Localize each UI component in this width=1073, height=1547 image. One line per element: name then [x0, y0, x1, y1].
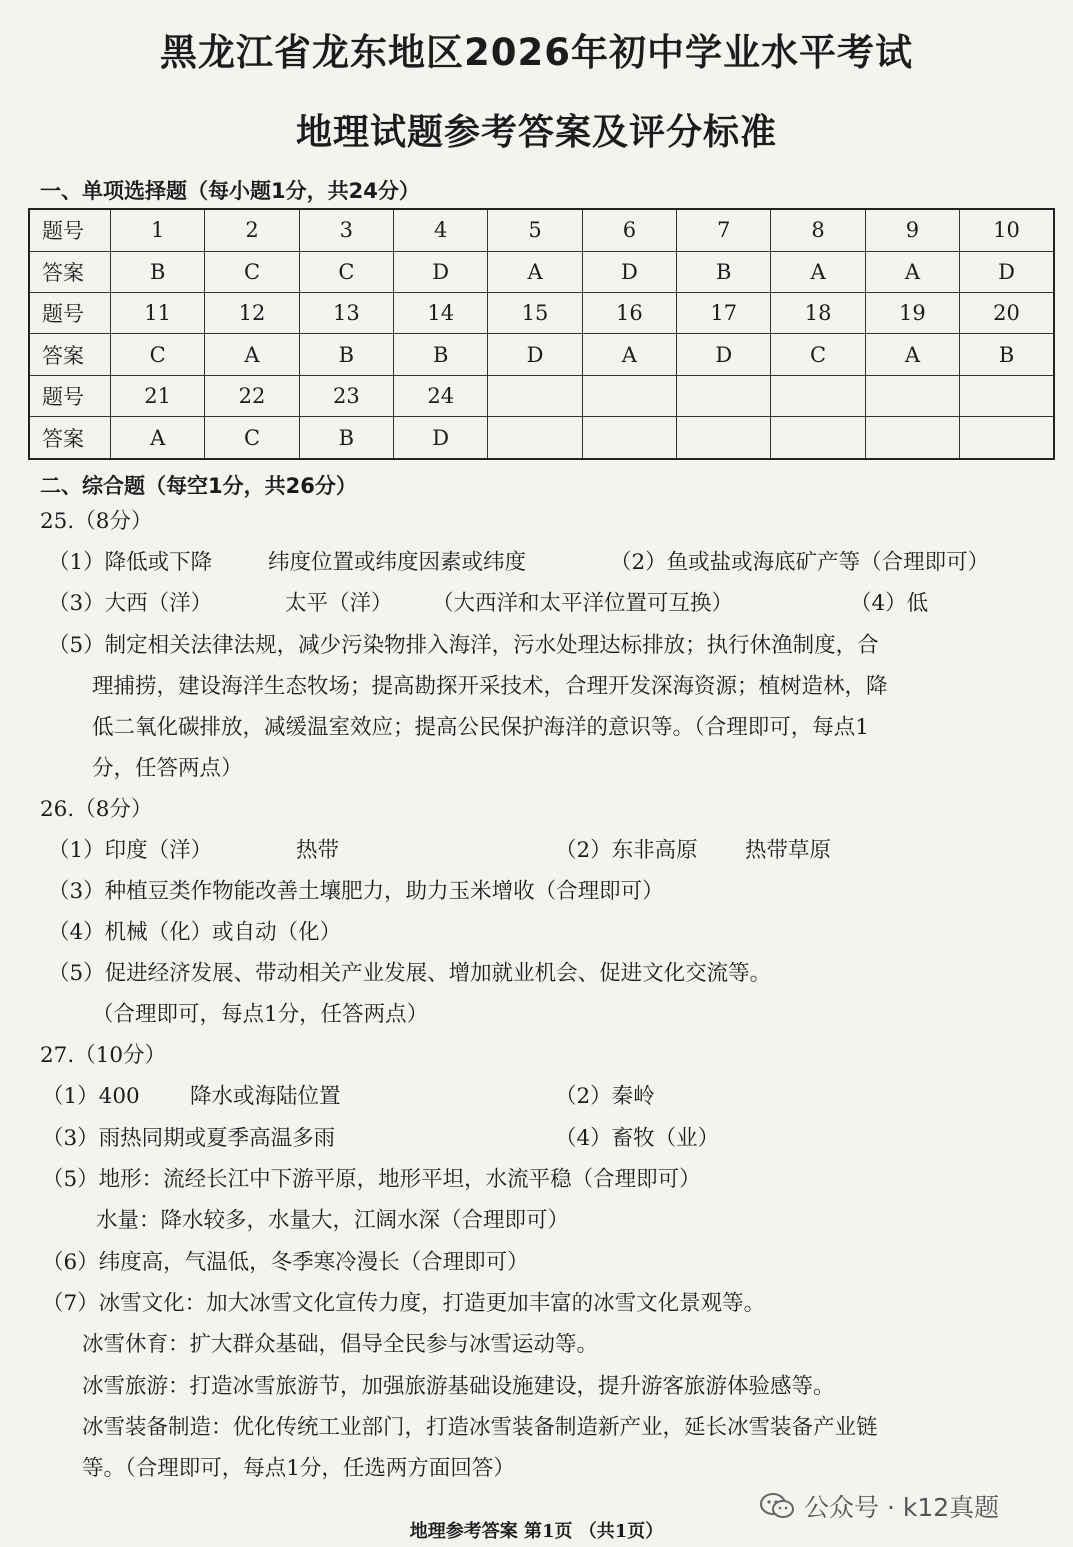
table-cell: 12: [205, 293, 299, 334]
title-line-1: 黑龙江省龙东地区2026年初中学业水平考试: [160, 31, 913, 74]
table-cell: A: [865, 251, 959, 292]
table-row-header: 题号: [29, 375, 111, 416]
q25-answer-4: （4）低: [850, 591, 929, 616]
q27-answer-5-line2: 水量：降水较多，水量大，江阔水深（合理即可）: [96, 1208, 570, 1233]
table-cell: 18: [771, 293, 865, 334]
table-cell: 22: [205, 375, 299, 416]
table-cell: C: [299, 251, 393, 292]
table-row-header: 答案: [29, 334, 111, 375]
table-cell: 3: [299, 209, 393, 251]
q27-answer-5-line1: （5）地形：流经长江中下游平原，地形平坦，水流平稳（合理即可）: [42, 1167, 701, 1192]
table-cell: A: [205, 334, 299, 375]
table-cell: 23: [299, 375, 393, 416]
table-row-header: 答案: [29, 251, 111, 292]
table-cell: 14: [394, 293, 488, 334]
page-footer: 地理参考答案 第1页 （共1页）: [409, 1521, 664, 1542]
q25-answer-3-note: （大西洋和太平洋位置可互换）: [432, 591, 734, 616]
q26-answer-5-line2: （合理即可，每点1分，任答两点）: [92, 1002, 429, 1027]
table-cell: D: [582, 251, 676, 292]
q27-answer-7-line5: 等。（合理即可，每点1分，任选两方面回答）: [82, 1456, 515, 1481]
table-cell: 11: [111, 293, 205, 334]
table-cell: 8: [771, 209, 865, 251]
table-row: [29, 251, 1054, 292]
table-cell: C: [111, 334, 205, 375]
q27-answer-7-line1: （7）冰雪文化：加大冰雪文化宣传力度，打造更加丰富的冰雪文化景观等。: [42, 1291, 766, 1316]
table-cell: A: [111, 417, 205, 459]
q27-answer-1a: （1）400: [42, 1084, 140, 1109]
answer-table: [28, 208, 1055, 460]
table-cell: 9: [865, 209, 959, 251]
table-cell: B: [111, 251, 205, 292]
q25-answer-5-line4: 分，任答两点）: [92, 756, 243, 781]
q27-answer-3: （3）雨热同期或夏季高温多雨: [42, 1126, 336, 1151]
q27-answer-7-line3: 冰雪旅游：打造冰雪旅游节，加强旅游基础设施建设，提升游客旅游体验感等。: [82, 1374, 835, 1399]
table-cell: [488, 375, 582, 416]
q27-answer-7-line2: 冰雪休育：扩大群众基础，倡导全民参与冰雪运动等。: [82, 1332, 599, 1357]
table-row: [29, 334, 1054, 375]
table-cell: D: [394, 251, 488, 292]
table-cell: 5: [488, 209, 582, 251]
table-cell: D: [488, 334, 582, 375]
q27-answer-4: （4）畜牧（业）: [555, 1126, 720, 1151]
table-row: [29, 293, 1054, 334]
q26-answer-1a: （1）印度（洋）: [48, 838, 213, 863]
q25-answer-1a: （1）降低或下降: [48, 550, 213, 575]
table-row-header: 题号: [29, 209, 111, 251]
q25-heading: 25.（8分）: [40, 509, 153, 534]
table-cell: 6: [582, 209, 676, 251]
table-cell: 10: [960, 209, 1054, 251]
q25-answer-3b: 太平（洋）: [285, 591, 393, 616]
q26-answer-3: （3）种植豆类作物能改善土壤肥力，助力玉米增收（合理即可）: [48, 879, 664, 904]
q25-answer-3a: （3）大西（洋）: [48, 591, 213, 616]
table-cell: B: [299, 417, 393, 459]
table-cell: B: [677, 251, 771, 292]
watermark-text: 公众号 · k12真题: [804, 1493, 1000, 1522]
q27-heading: 27.（10分）: [40, 1043, 167, 1068]
q27-answer-1b: 降水或海陆位置: [190, 1084, 341, 1109]
wechat-icon: [760, 1492, 794, 1520]
table-cell: B: [299, 334, 393, 375]
table-cell: [677, 417, 771, 459]
table-cell: 19: [865, 293, 959, 334]
table-cell: C: [771, 334, 865, 375]
table-cell: [771, 417, 865, 459]
table-cell: C: [205, 251, 299, 292]
table-cell: 17: [677, 293, 771, 334]
table-row: [29, 417, 1054, 459]
table-cell: 15: [488, 293, 582, 334]
table-cell: 4: [394, 209, 488, 251]
table-row-header: 题号: [29, 293, 111, 334]
table-row: [29, 375, 1054, 416]
table-cell: D: [394, 417, 488, 459]
table-cell: B: [394, 334, 488, 375]
q27-answer-2: （2）秦岭: [555, 1084, 655, 1109]
q26-answer-2a: （2）东非高原: [555, 838, 698, 863]
q27-answer-7-line4: 冰雪装备制造：优化传统工业部门，打造冰雪装备制造新产业，延长冰雪装备产业链: [82, 1415, 878, 1440]
q25-answer-5-line3: 低二氧化碳排放，减缓温室效应；提高公民保护海洋的意识等。（合理即可，每点1: [92, 715, 869, 740]
table-cell: [960, 417, 1054, 459]
table-cell: 2: [205, 209, 299, 251]
table-cell: 1: [111, 209, 205, 251]
table-cell: [582, 417, 676, 459]
table-cell: [488, 417, 582, 459]
q26-answer-4: （4）机械（化）或自动（化）: [48, 920, 342, 945]
q26-answer-1b: 热带: [296, 838, 340, 863]
table-cell: [865, 417, 959, 459]
table-cell: A: [865, 334, 959, 375]
table-cell: A: [771, 251, 865, 292]
table-row: [29, 209, 1054, 251]
table-cell: A: [582, 334, 676, 375]
title-line-2: 地理试题参考答案及评分标准: [295, 112, 777, 153]
section-1-heading: 一、单项选择题（每小题1分，共24分）: [40, 179, 420, 203]
table-cell: 21: [111, 375, 205, 416]
table-row-header: 答案: [29, 417, 111, 459]
q26-answer-5-line1: （5）促进经济发展、带动相关产业发展、增加就业机会、促进文化交流等。: [48, 961, 772, 986]
table-cell: 20: [960, 293, 1054, 334]
table-cell: C: [205, 417, 299, 459]
table-cell: 16: [582, 293, 676, 334]
q25-answer-1b: 纬度位置或纬度因素或纬度: [268, 550, 527, 575]
section-2-heading: 二、综合题（每空1分，共26分）: [40, 474, 357, 498]
table-cell: B: [960, 334, 1054, 375]
q27-answer-6: （6）纬度高，气温低，冬季寒冷漫长（合理即可）: [42, 1250, 529, 1275]
table-cell: A: [488, 251, 582, 292]
table-cell: D: [960, 251, 1054, 292]
table-cell: [771, 375, 865, 416]
q26-heading: 26.（8分）: [40, 797, 153, 822]
table-cell: [677, 375, 771, 416]
table-cell: 13: [299, 293, 393, 334]
table-cell: 7: [677, 209, 771, 251]
q25-answer-2: （2）鱼或盐或海底矿产等（合理即可）: [610, 550, 990, 575]
table-cell: [582, 375, 676, 416]
q25-answer-5-line2: 理捕捞，建设海洋生态牧场；提高勘探开采技术，合理开发深海资源；植树造林，降: [92, 674, 888, 699]
q25-answer-5-line1: （5）制定相关法律法规，减少污染物排入海洋，污水处理达标排放；执行休渔制度，合: [48, 633, 879, 658]
table-cell: 24: [394, 375, 488, 416]
table-cell: [960, 375, 1054, 416]
table-cell: [865, 375, 959, 416]
q26-answer-2b: 热带草原: [745, 838, 832, 863]
table-cell: D: [677, 334, 771, 375]
